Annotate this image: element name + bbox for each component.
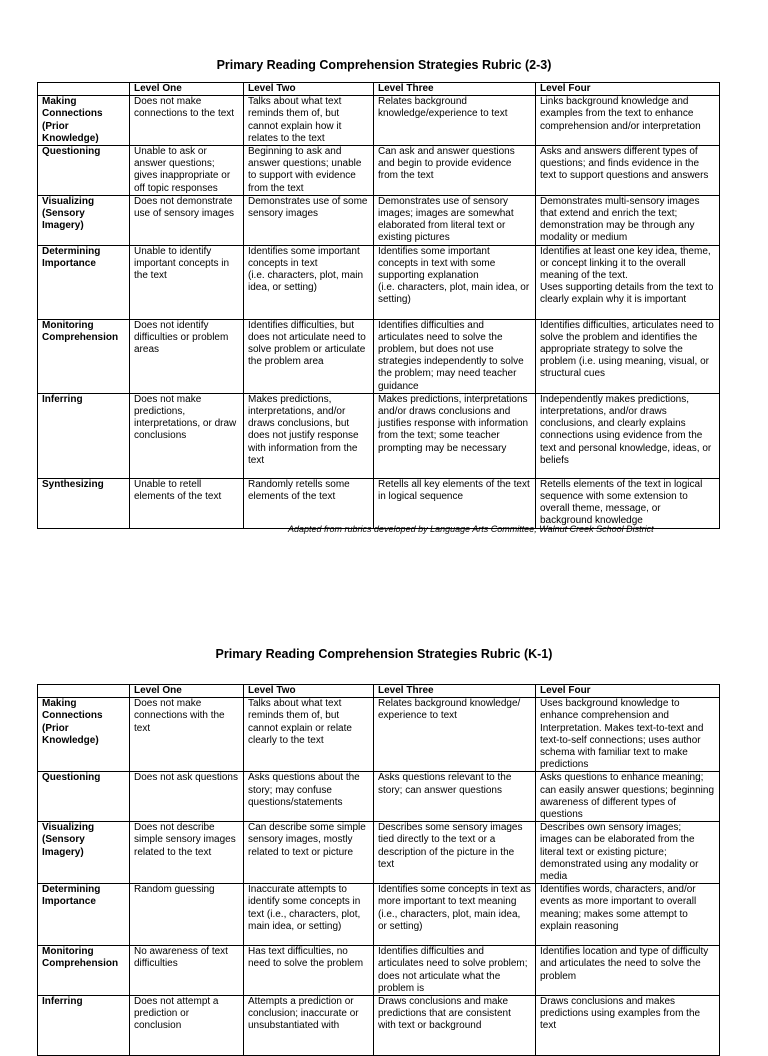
table-row	[38, 884, 720, 946]
level-2-cell: Inaccurate attempts to identify some concepts in text (i.e., characters, plot, main idea, or setting)	[244, 884, 374, 946]
level-4-cell: Links background knowledge and examples from the text to enhance comprehension and/or interpretation	[536, 96, 720, 146]
level-2-cell: Attempts a prediction or conclusion; inaccurate or unsubstantiated with	[244, 996, 374, 1056]
level-3-cell: Identifies difficulties and articulates need to solve problem; does not articulate what the problem is	[374, 946, 536, 996]
level-2-cell: Asks questions about the story; may confuse questions/statements	[244, 772, 374, 822]
table-header-row	[38, 83, 720, 96]
header-cell: Level Four	[536, 83, 720, 96]
strategy-name-cell: Making Connections (Prior Knowledge)	[38, 698, 130, 772]
level-4-cell: Retells elements of the text in logical sequence with some extension to overall theme, message, or background knowledge	[536, 478, 720, 528]
level-1-cell: Does not identify difficulties or problem areas	[130, 319, 244, 393]
level-4-cell: Identifies words, characters, and/or events as more important to overall meaning; makes some attempt to explain reasoning	[536, 884, 720, 946]
header-cell: Level Two	[244, 685, 374, 698]
level-4-cell: Describes own sensory images; images can be elaborated from the literal text or existing picture; demonstrated using any modality or media	[536, 822, 720, 884]
strategy-name-cell: Monitoring Comprehension	[38, 319, 130, 393]
table-row	[38, 946, 720, 996]
level-2-cell: Beginning to ask and answer questions; unable to support with evidence from the text	[244, 146, 374, 196]
header-cell	[38, 83, 130, 96]
level-2-cell: Identifies difficulties, but does not articulate need to solve problem or articulate the problem area	[244, 319, 374, 393]
level-3-cell: Asks questions relevant to the story; can answer questions	[374, 772, 536, 822]
header-cell	[38, 685, 130, 698]
level-4-cell: Asks and answers different types of questions; and finds evidence in the text to support questions and answers	[536, 146, 720, 196]
level-2-cell: Has text difficulties, no need to solve the problem	[244, 946, 374, 996]
level-3-cell: Describes some sensory images tied directly to the text or a description of the picture in the text	[374, 822, 536, 884]
rubric-23-table	[37, 82, 720, 529]
level-1-cell: Does not make connections to the text	[130, 96, 244, 146]
header-cell: Level One	[130, 83, 244, 96]
level-2-cell: Randomly retells some elements of the text	[244, 478, 374, 528]
strategy-name-cell: Inferring	[38, 393, 130, 478]
rubric-23-title: Primary Reading Comprehension Strategies Rubric (2-3)	[216, 58, 552, 72]
level-2-cell: Makes predictions, interpretations, and/or draws conclusions, but does not justify response with information from the text	[244, 393, 374, 478]
level-1-cell: Unable to identify important concepts in the text	[130, 245, 244, 319]
level-1-cell: Does not attempt a prediction or conclusion	[130, 996, 244, 1056]
level-2-cell: Can describe some simple sensory images, mostly related to text or picture	[244, 822, 374, 884]
level-1-cell: Does not demonstrate use of sensory images	[130, 195, 244, 245]
level-4-cell: Draws conclusions and makes predictions using examples from the text	[536, 996, 720, 1056]
table-row	[38, 195, 720, 245]
level-4-cell: Identifies location and type of difficulty and articulates the need to solve the problem	[536, 946, 720, 996]
strategy-name-cell: Visualizing (Sensory Imagery)	[38, 195, 130, 245]
strategy-name-cell: Questioning	[38, 772, 130, 822]
level-4-cell: Demonstrates multi-sensory images that extend and enrich the text; demonstration may be through any modality or medium	[536, 195, 720, 245]
level-2-cell: Demonstrates use of some sensory images	[244, 195, 374, 245]
strategy-name-cell: Monitoring Comprehension	[38, 946, 130, 996]
level-3-cell: Relates background knowledge/ experience to text	[374, 698, 536, 772]
level-4-cell: Identifies at least one key idea, theme, or concept linking it to the overall meaning of the text. Uses supporting details from the text to clearly explain why it is important	[536, 245, 720, 319]
level-3-cell: Draws conclusions and make predictions that are consistent with text or background	[374, 996, 536, 1056]
level-1-cell: Does not make connections with the text	[130, 698, 244, 772]
table-row	[38, 996, 720, 1056]
level-1-cell: Does not ask questions	[130, 772, 244, 822]
level-2-cell: Talks about what text reminds them of, but cannot explain or relate clearly to the text	[244, 698, 374, 772]
level-3-cell: Identifies difficulties and articulates need to solve the problem, but does not use strategies independently to solve the problem; may need teacher guidance	[374, 319, 536, 393]
level-3-cell: Demonstrates use of sensory images; images are somewhat elaborated from literal text or existing pictures	[374, 195, 536, 245]
level-4-cell: Uses background knowledge to enhance comprehension and Interpretation. Makes text-to-text and text-to-self connections; uses author schema with familiar text to make predictions	[536, 698, 720, 772]
level-3-cell: Retells all key elements of the text in logical sequence	[374, 478, 536, 528]
header-cell: Level One	[130, 685, 244, 698]
level-1-cell: No awareness of text difficulties	[130, 946, 244, 996]
level-1-cell: Unable to ask or answer questions; gives inappropriate or off topic responses	[130, 146, 244, 196]
table-row	[38, 393, 720, 478]
strategy-name-cell: Questioning	[38, 146, 130, 196]
table-row	[38, 698, 720, 772]
level-3-cell: Identifies some important concepts in text with some supporting explanation (i.e. characters, plot, main idea, or setting)	[374, 245, 536, 319]
level-1-cell: Does not make predictions, interpretations, or draw conclusions	[130, 393, 244, 478]
table-row	[38, 478, 720, 528]
table-row	[38, 822, 720, 884]
rubric-k1-title: Primary Reading Comprehension Strategies Rubric (K-1)	[215, 647, 553, 661]
strategy-name-cell: Visualizing (Sensory Imagery)	[38, 822, 130, 884]
header-cell: Level Four	[536, 685, 720, 698]
strategy-name-cell: Synthesizing	[38, 478, 130, 528]
table-row	[38, 146, 720, 196]
strategy-name-cell: Inferring	[38, 996, 130, 1056]
header-cell: Level Two	[244, 83, 374, 96]
level-3-cell: Can ask and answer questions and begin to provide evidence from the text	[374, 146, 536, 196]
table-row	[38, 772, 720, 822]
level-4-cell: Asks questions to enhance meaning; can easily answer questions; beginning awareness of different types of questions	[536, 772, 720, 822]
table-header-row	[38, 685, 720, 698]
table-row	[38, 319, 720, 393]
header-cell: Level Three	[374, 83, 536, 96]
level-4-cell: Independently makes predictions, interpretations, and/or draws conclusions, and clearly explains connections using evidence from the text and personal knowledge, ideas, or beliefs	[536, 393, 720, 478]
strategy-name-cell: Making Connections (Prior Knowledge)	[38, 96, 130, 146]
level-2-cell: Talks about what text reminds them of, but cannot explain how it relates to the text	[244, 96, 374, 146]
level-1-cell: Does not describe simple sensory images related to the text	[130, 822, 244, 884]
level-4-cell: Identifies difficulties, articulates need to solve the problem and identifies the appropriate strategy to solve the problem (i.e. using meaning, visual, or structural cues	[536, 319, 720, 393]
rubric-k1-table	[37, 684, 720, 1056]
level-1-cell: Unable to retell elements of the text	[130, 478, 244, 528]
source-footnote: Adapted from rubrics developed by Language Arts Committee, Walnut Creek School District	[288, 524, 654, 534]
strategy-name-cell: Determining Importance	[38, 884, 130, 946]
level-1-cell: Random guessing	[130, 884, 244, 946]
level-3-cell: Relates background knowledge/experience to text	[374, 96, 536, 146]
level-3-cell: Identifies some concepts in text as more important to text meaning (i.e., characters, plot, main idea, or setting)	[374, 884, 536, 946]
header-cell: Level Three	[374, 685, 536, 698]
strategy-name-cell: Determining Importance	[38, 245, 130, 319]
level-3-cell: Makes predictions, interpretations and/or draws conclusions and justifies response with information from the text; some teacher prompting may be necessary	[374, 393, 536, 478]
table-row	[38, 96, 720, 146]
table-row	[38, 245, 720, 319]
level-2-cell: Identifies some important concepts in text (i.e. characters, plot, main idea, or setting)	[244, 245, 374, 319]
